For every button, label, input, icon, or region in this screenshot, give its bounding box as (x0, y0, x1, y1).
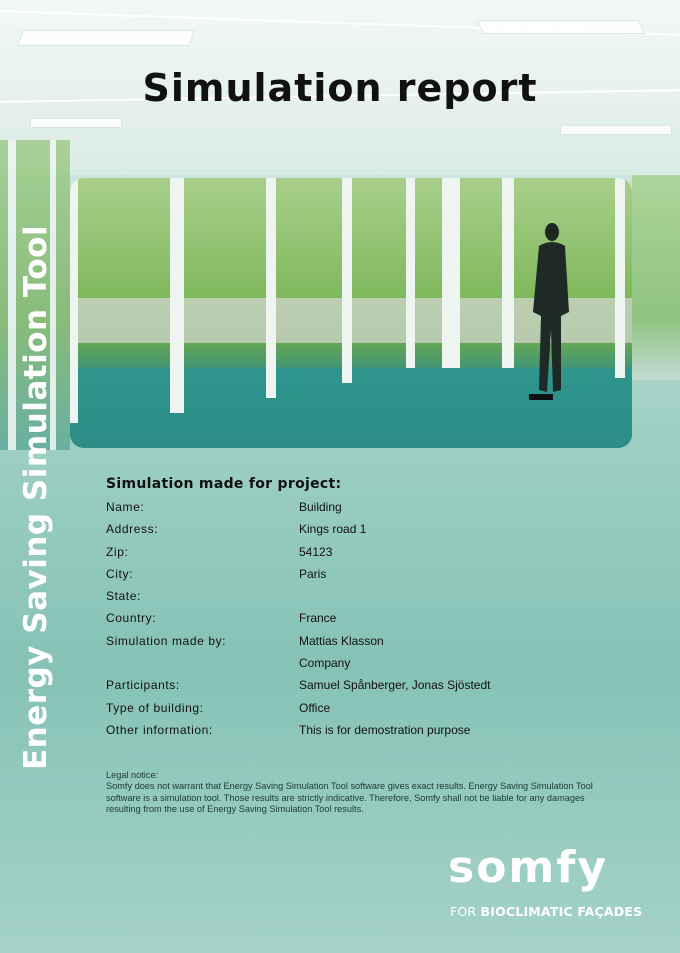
field-label: Participants: (106, 678, 180, 693)
field-row (106, 520, 626, 542)
field-label: Name: (106, 500, 145, 514)
field-label: Address: (106, 522, 159, 537)
field-label: Type of building: (106, 700, 204, 715)
field-row (106, 565, 626, 587)
field-value: 54123 (299, 544, 333, 559)
field-value: Paris (299, 566, 327, 581)
field-row (106, 699, 626, 721)
brand-tagline (450, 904, 642, 919)
field-label: State: (106, 589, 141, 604)
field-row (106, 721, 626, 743)
field-row (106, 543, 626, 565)
legal-notice (106, 770, 606, 816)
field-label: Other information: (106, 722, 213, 737)
field-value: Kings road 1 (299, 522, 367, 537)
side-title: Energy Saving Simulation Tool (18, 224, 54, 770)
field-row (106, 587, 626, 609)
right-window-glass (632, 175, 680, 380)
field-value: Company (299, 656, 351, 671)
section-heading: Simulation made for project: (106, 476, 342, 492)
field-row (106, 632, 626, 654)
field-value: Mattias Klasson (299, 633, 384, 648)
field-value: Samuel Spånberger, Jonas Sjöstedt (299, 678, 491, 693)
field-label: Simulation made by: (106, 633, 227, 648)
field-label: Country: (106, 611, 157, 626)
tagline-main: BIOCLIMATIC FAÇADES (480, 904, 643, 919)
somfy-logo: somfy (448, 842, 609, 893)
field-row (106, 676, 626, 698)
office-photo (70, 178, 632, 448)
field-value: Building (299, 500, 342, 514)
project-info (106, 476, 626, 743)
field-value: Office (299, 700, 331, 715)
report-title: Simulation report (142, 66, 538, 110)
field-value: France (299, 611, 337, 626)
field-label: City: (106, 566, 133, 581)
legal-text: Somfy does not warrant that Energy Saving Simulation Tool software gives exact results. Energy Saving Simulation Tool software is a simulation tool. Those results are strictly indicative. Therefore, Somfy shall not be liable for any damages resulting from the use of Energy Saving Simulation Tool results. (106, 781, 593, 815)
field-row (106, 609, 626, 631)
legal-title: Legal notice: (106, 770, 159, 780)
tagline-prefix: FOR (450, 904, 481, 919)
field-row (106, 654, 626, 676)
field-value: This is for demostration purpose (299, 722, 471, 737)
field-label: Zip: (106, 544, 129, 559)
person-silhouette (525, 220, 575, 402)
field-row (106, 498, 626, 520)
